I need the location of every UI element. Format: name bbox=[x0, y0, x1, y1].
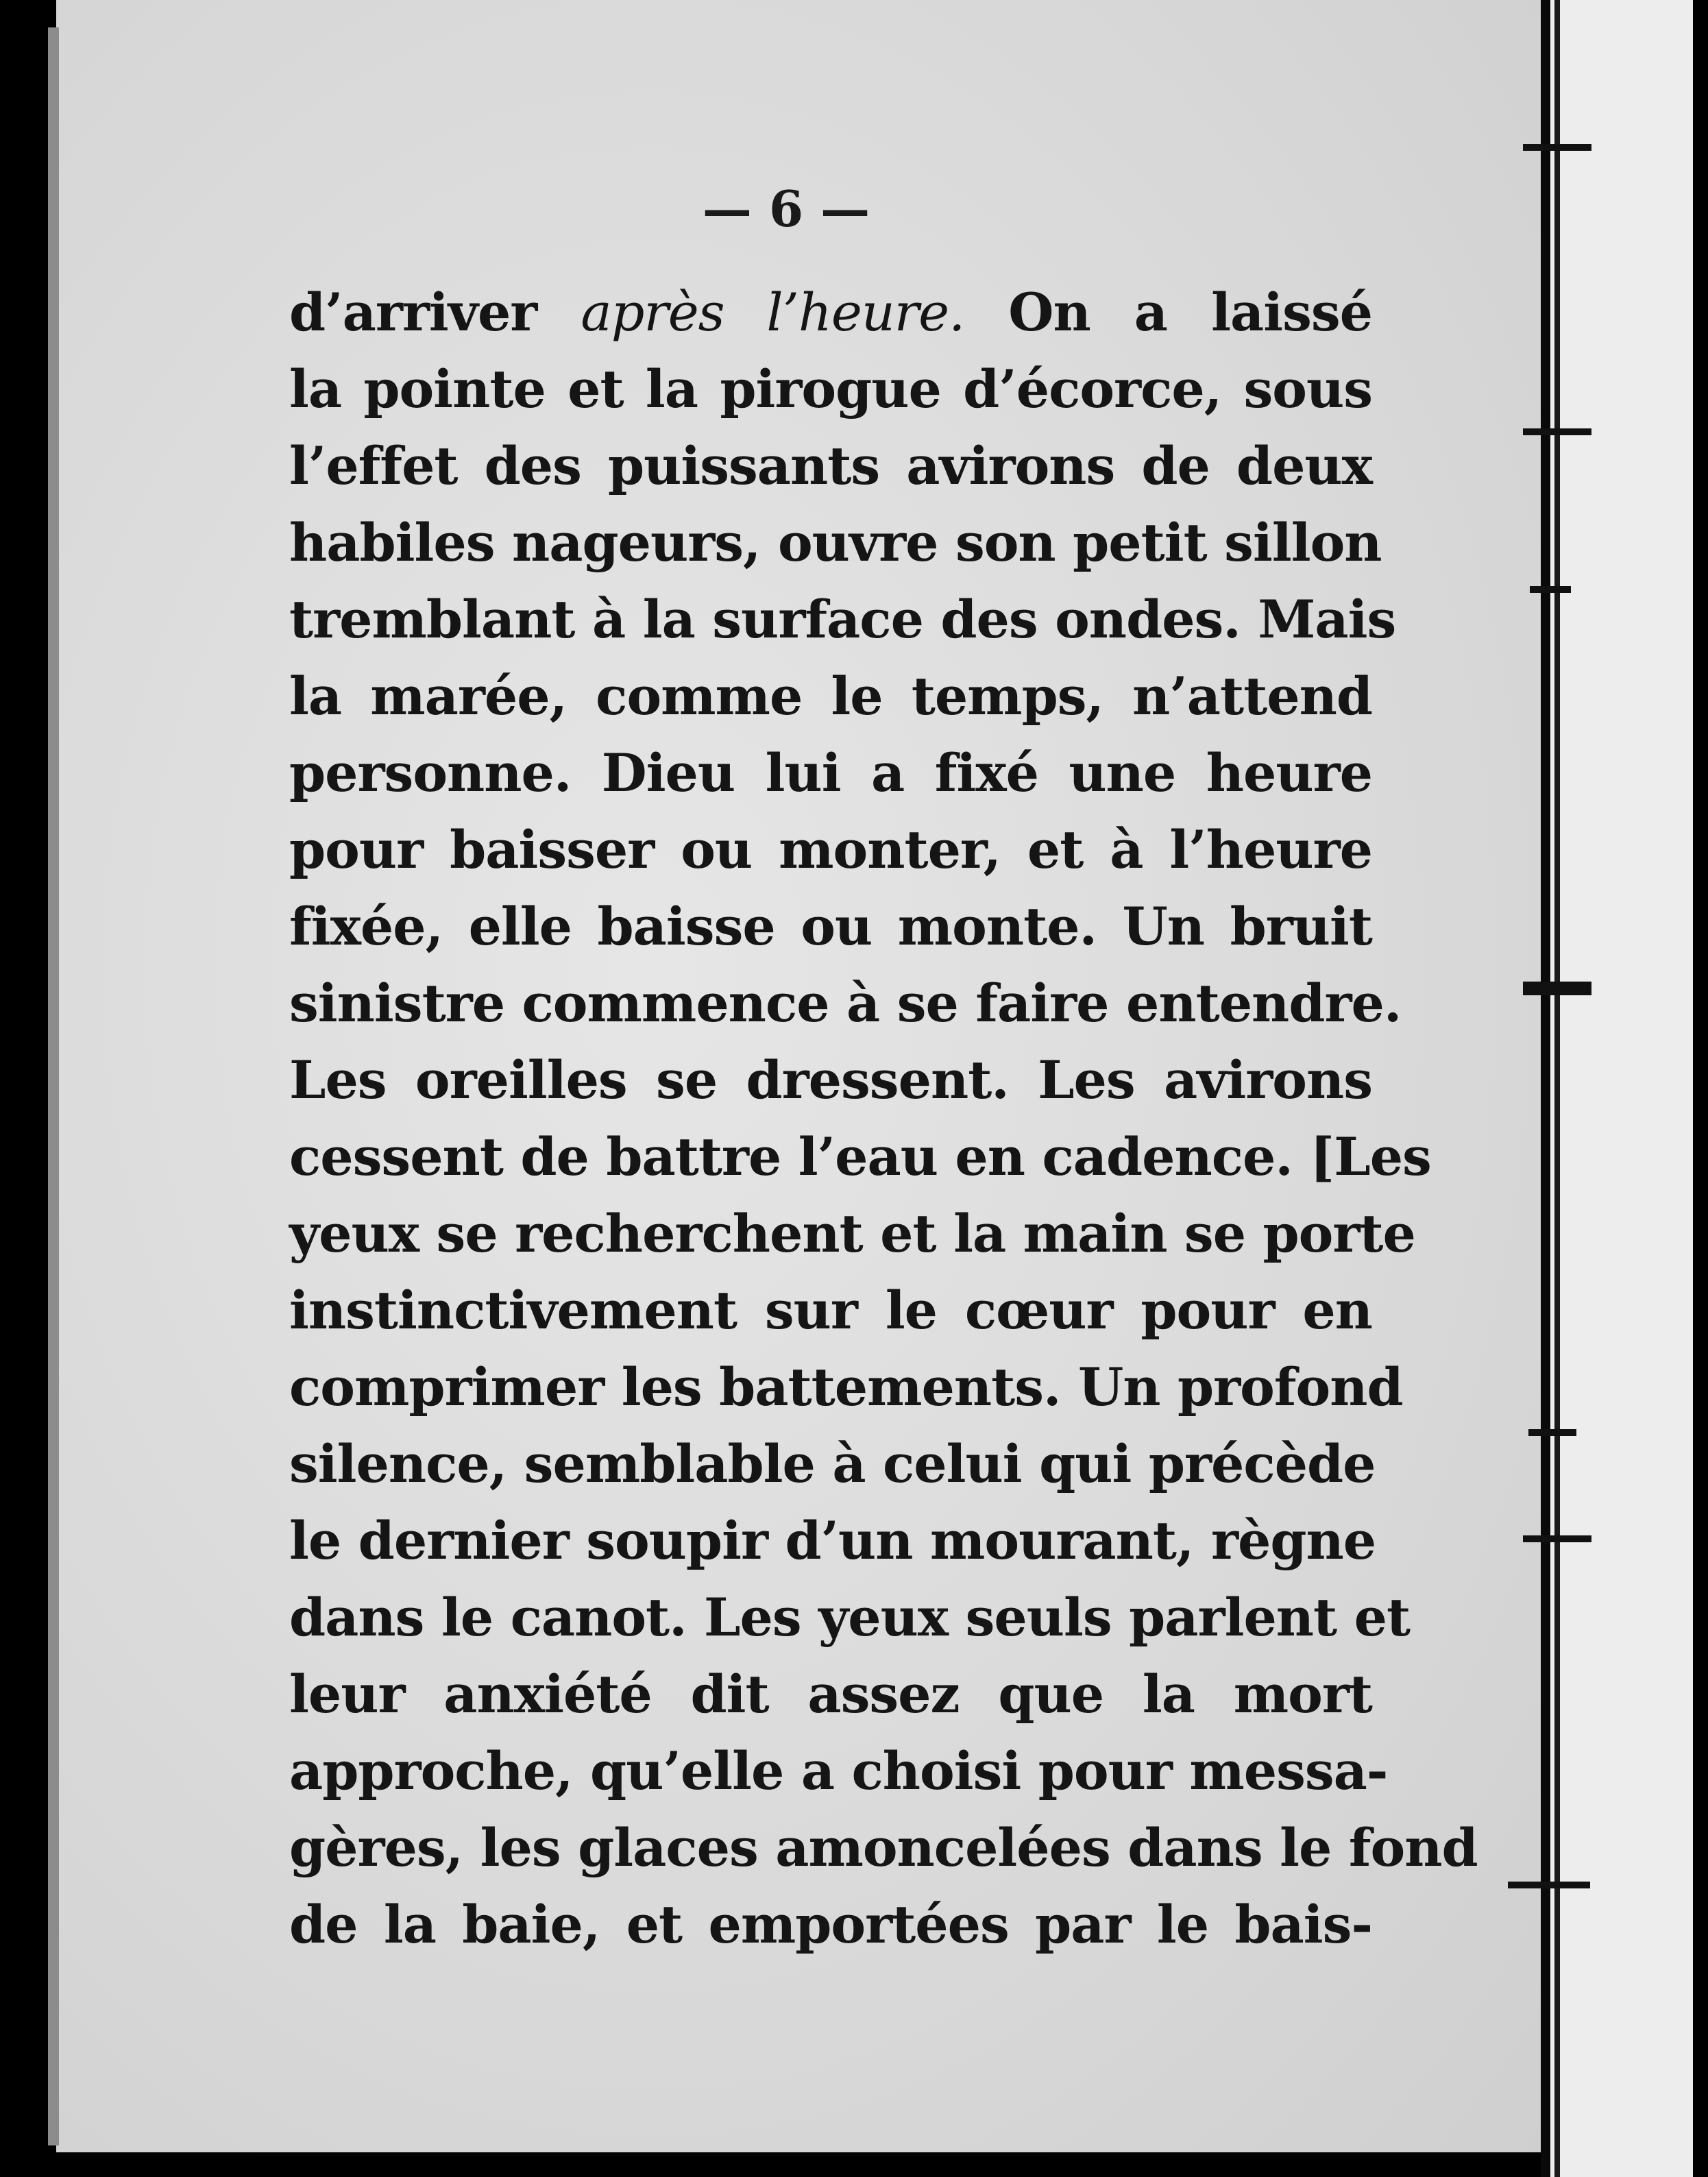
text-line-1-start: d’arriver bbox=[289, 282, 581, 343]
binding-mark bbox=[1530, 586, 1571, 593]
text-line-21: gères, les glaces amoncelées dans le fond bbox=[289, 1817, 1478, 1878]
binding-mark bbox=[1523, 982, 1591, 995]
text-line-6: la marée, comme le temps, n’attend bbox=[289, 666, 1372, 727]
page-gutter-line bbox=[1541, 0, 1550, 2177]
adjacent-page-strip bbox=[1550, 0, 1708, 2177]
text-line-16: silence, semblable à celui qui précède bbox=[289, 1433, 1376, 1494]
text-line-19: leur anxiété dit assez que la mort bbox=[289, 1664, 1372, 1725]
text-line-8: pour baisser ou monter, et à l’heure bbox=[289, 819, 1372, 880]
text-line-15: comprimer les battements. Un profond bbox=[289, 1357, 1403, 1418]
binding-mark bbox=[1523, 144, 1591, 151]
text-line-4: habiles nageurs, ouvre son petit sillon bbox=[289, 512, 1382, 573]
text-line-5: tremblant à la surface des ondes. Mais bbox=[289, 589, 1396, 650]
text-line-14: instinctivement sur le cœur pour en bbox=[289, 1280, 1372, 1341]
page-body-text bbox=[289, 274, 1478, 1963]
text-line-1 bbox=[289, 274, 1372, 351]
text-line-1-end: On a laissé bbox=[964, 282, 1373, 343]
binding-mark bbox=[1523, 428, 1591, 435]
text-line-11: Les oreilles se dressent. Les avirons bbox=[289, 1049, 1372, 1110]
text-line-2: la pointe et la pirogue d’écorce, sous bbox=[289, 358, 1372, 419]
text-line-12: cessent de battre l’eau en cadence. [Les bbox=[289, 1126, 1431, 1187]
page-number: — 6 — bbox=[702, 180, 870, 238]
text-line-10: sinistre commence à se faire entendre. bbox=[289, 973, 1402, 1034]
text-line-17: le dernier soupir d’un mourant, règne bbox=[289, 1510, 1376, 1571]
book-page bbox=[56, 0, 1544, 2152]
binding-mark bbox=[1523, 1535, 1591, 1542]
text-line-9: fixée, elle baisse ou monte. Un bruit bbox=[289, 896, 1372, 957]
binding-mark bbox=[1528, 1429, 1576, 1436]
text-line-18: dans le canot. Les yeux seuls parlent et bbox=[289, 1587, 1411, 1648]
text-line-22: de la baie, et emportées par le bais- bbox=[289, 1894, 1372, 1955]
text-line-13: yeux se recherchent et la main se porte bbox=[289, 1203, 1415, 1264]
scan-right-border bbox=[1693, 0, 1708, 2177]
text-line-3: l’effet des puissants avirons de deux bbox=[289, 435, 1372, 496]
text-line-7: personne. Dieu lui a fixé une heure bbox=[289, 742, 1372, 803]
binding-mark bbox=[1508, 1882, 1590, 1888]
italic-phrase: après l’heure. bbox=[581, 282, 965, 343]
text-line-20: approche, qu’elle a choisi pour messa- bbox=[289, 1740, 1388, 1801]
adjacent-page-border bbox=[1554, 0, 1560, 2177]
page-left-edge bbox=[48, 27, 59, 2145]
